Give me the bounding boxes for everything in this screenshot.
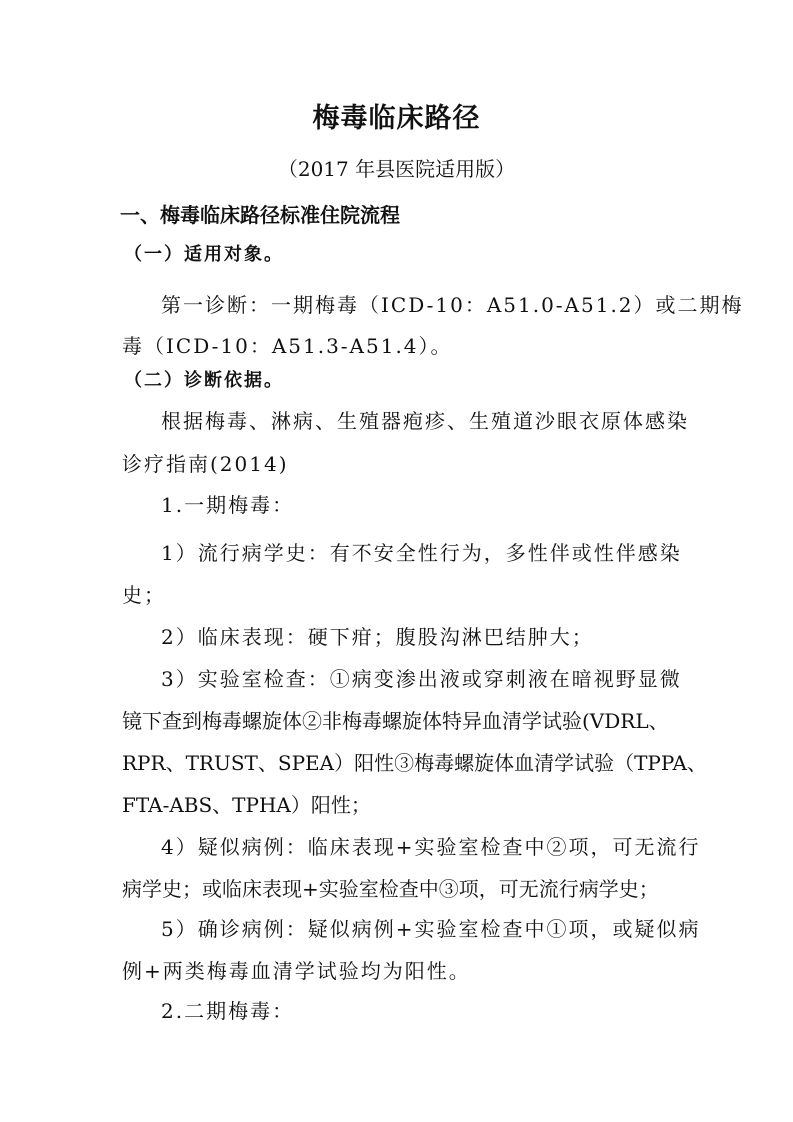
- list-item-line: 3）实验室检查：①病变渗出液或穿刺液在暗视野显微: [161, 667, 682, 691]
- page-subtitle: （2017 年县医院适用版）: [277, 157, 516, 181]
- list-item-line: 2）临床表现：硬下疳；腹股沟淋巴结肿大；: [161, 625, 594, 649]
- list-heading-secondary-syphilis: 2.二期梅毒：: [161, 999, 295, 1023]
- list-item-line: 1）流行病学史：有不安全性行为，多性伴或性伴感染: [161, 541, 682, 565]
- paragraph-line: 毒（ICD-10：A51.3-A51.4）。: [122, 334, 453, 358]
- page-title: 梅毒临床路径: [312, 103, 481, 134]
- list-item-line: FTA-ABS、TPHA）阳性；: [122, 793, 371, 817]
- section-heading-1: 一、梅毒临床路径标准住院流程: [120, 203, 400, 227]
- list-heading-primary-syphilis: 1.一期梅毒：: [161, 493, 295, 517]
- list-item-line: 病学史；或临床表现+实验室检查中③项，可无流行病学史；: [122, 877, 659, 901]
- subsection-heading-applicable-objects: （一）适用对象。: [124, 244, 284, 265]
- list-item-line: RPR、TRUST、SPEA）阳性③梅毒螺旋体血清学试验（TPPA、: [122, 751, 707, 775]
- paragraph-line: 诊疗指南(2014): [122, 452, 289, 476]
- list-item-line: 4）疑似病例：临床表现+实验室检查中②项，可无流行: [161, 835, 701, 859]
- list-item-line: 5）确诊病例：疑似病例+实验室检查中①项，或疑似病: [161, 917, 701, 941]
- list-item-line: 史；: [122, 583, 166, 607]
- paragraph-line: 根据梅毒、淋病、生殖器疱疹、生殖道沙眼衣原体感染: [161, 409, 689, 433]
- list-item-line: 镜下查到梅毒螺旋体②非梅毒螺旋体特异血清学试验(VDRL、: [122, 709, 669, 733]
- subsection-heading-diagnosis-basis: （二）诊断依据。: [124, 370, 284, 391]
- paragraph-line: 第一诊断：一期梅毒（ICD-10：A51.0-A51.2）或二期梅: [161, 293, 744, 317]
- list-item-line: 例+两类梅毒血清学试验均为阳性。: [122, 959, 471, 983]
